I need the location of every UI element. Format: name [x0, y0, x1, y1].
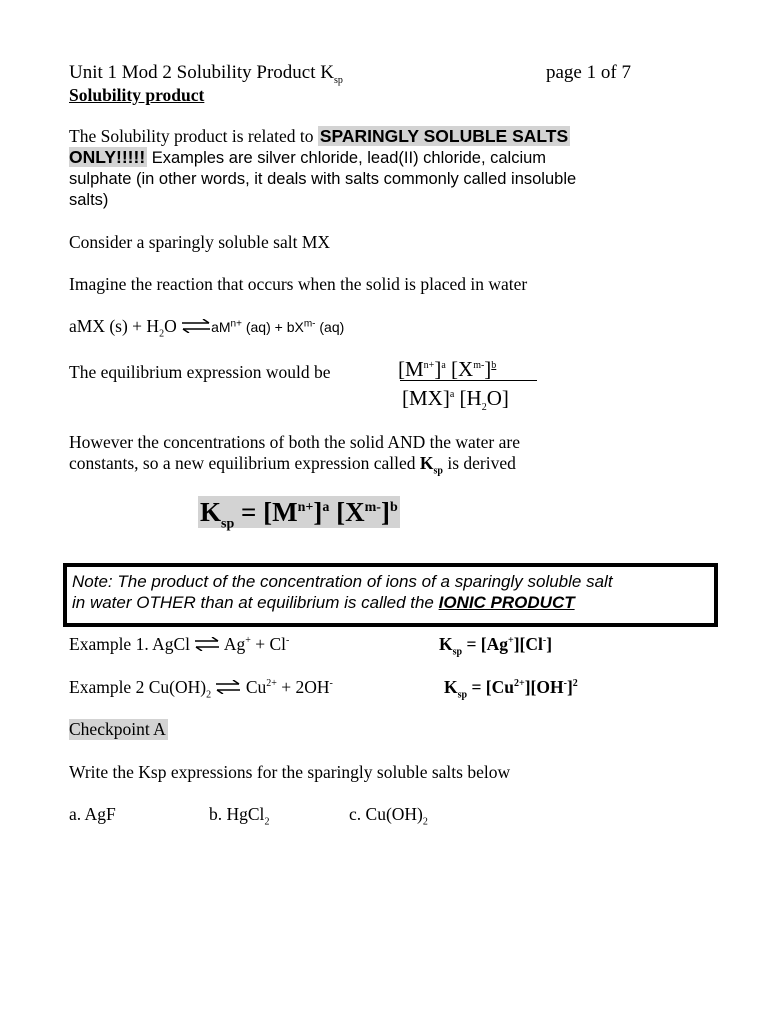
- highlight-sparingly-soluble: SPARINGLY SOLUBLE SALTS: [319, 126, 569, 146]
- answer-a: a. AgF: [69, 804, 116, 824]
- highlight-only: ONLY!!!!!: [69, 147, 146, 167]
- example-1: Example 1. AgCl Ag+ + Cl-: [69, 634, 290, 654]
- ionic-product-term: IONIC PRODUCT: [438, 593, 575, 612]
- intro-paragraph: The Solubility product is related to SPARINGLY SOLUBLE SALTS ONLY!!!!! Examples are silver chloride, lead(II) chloride, calcium sulphate (in other words, it deals with salts commonly called insoluble salts): [69, 126, 577, 209]
- equilibrium-arrow-icon: [215, 678, 241, 699]
- question-text: Write the Ksp expressions for the sparingly soluble salts below: [69, 762, 511, 782]
- equilibrium-label: The equilibrium expression would be: [69, 362, 331, 382]
- note-text: Note: The product of the concentration of ions of a sparingly soluble salt in water OTHER than at equilibrium is called the IONIC PRODUCT: [72, 572, 613, 612]
- imagine-line: Imagine the reaction that occurs when the solid is placed in water: [69, 274, 528, 294]
- equilibrium-denominator: [MX]$^a$ $[H_2O]$: [402, 386, 509, 414]
- ksp-expression: $K_{sp} = [M^{n+}]^a$ $[X^{m-}]^b$: [200, 497, 398, 532]
- note-box: [63, 563, 718, 627]
- page-title: Unit 1 Mod 2 Solubility Product $K_{sp}$: [69, 62, 343, 86]
- equilibrium-numerator: $[M^{n+}]^a$ $[X^{m-}]^b$: [398, 357, 497, 381]
- reaction-equation: aMX $(s) + H_2O$ $aM^{n+}$ $(aq) + bX^{m-}$ (aq): [69, 316, 345, 340]
- fraction-bar: [400, 380, 537, 381]
- example-2-ksp: $K_{sp} = [Cu^{2+}][OH^-]^2$: [444, 677, 578, 701]
- page-number: page 1 of 7: [546, 62, 631, 83]
- answer-c: c. $Cu(OH)_2$: [349, 804, 428, 828]
- however-paragraph: However the concentrations of both the solid AND the water are constants, so a new equilibrium expression called $K_{sp}$ is derived: [69, 432, 520, 477]
- example-2: Example 2 $Cu(OH)_2$ $Cu^{2+} + 2OH^-$: [69, 677, 333, 701]
- consider-line: Consider a sparingly soluble salt MX: [69, 232, 331, 252]
- equilibrium-arrow-icon: [181, 317, 211, 338]
- equilibrium-arrow-icon: [194, 635, 220, 656]
- example-1-ksp: $K_{sp} = [Ag^+][Cl^-]$: [439, 634, 553, 658]
- checkpoint-heading: Checkpoint A: [69, 719, 166, 739]
- section-heading: Solubility product: [69, 85, 205, 105]
- answer-b: b. HgCl$_2$: [209, 804, 270, 828]
